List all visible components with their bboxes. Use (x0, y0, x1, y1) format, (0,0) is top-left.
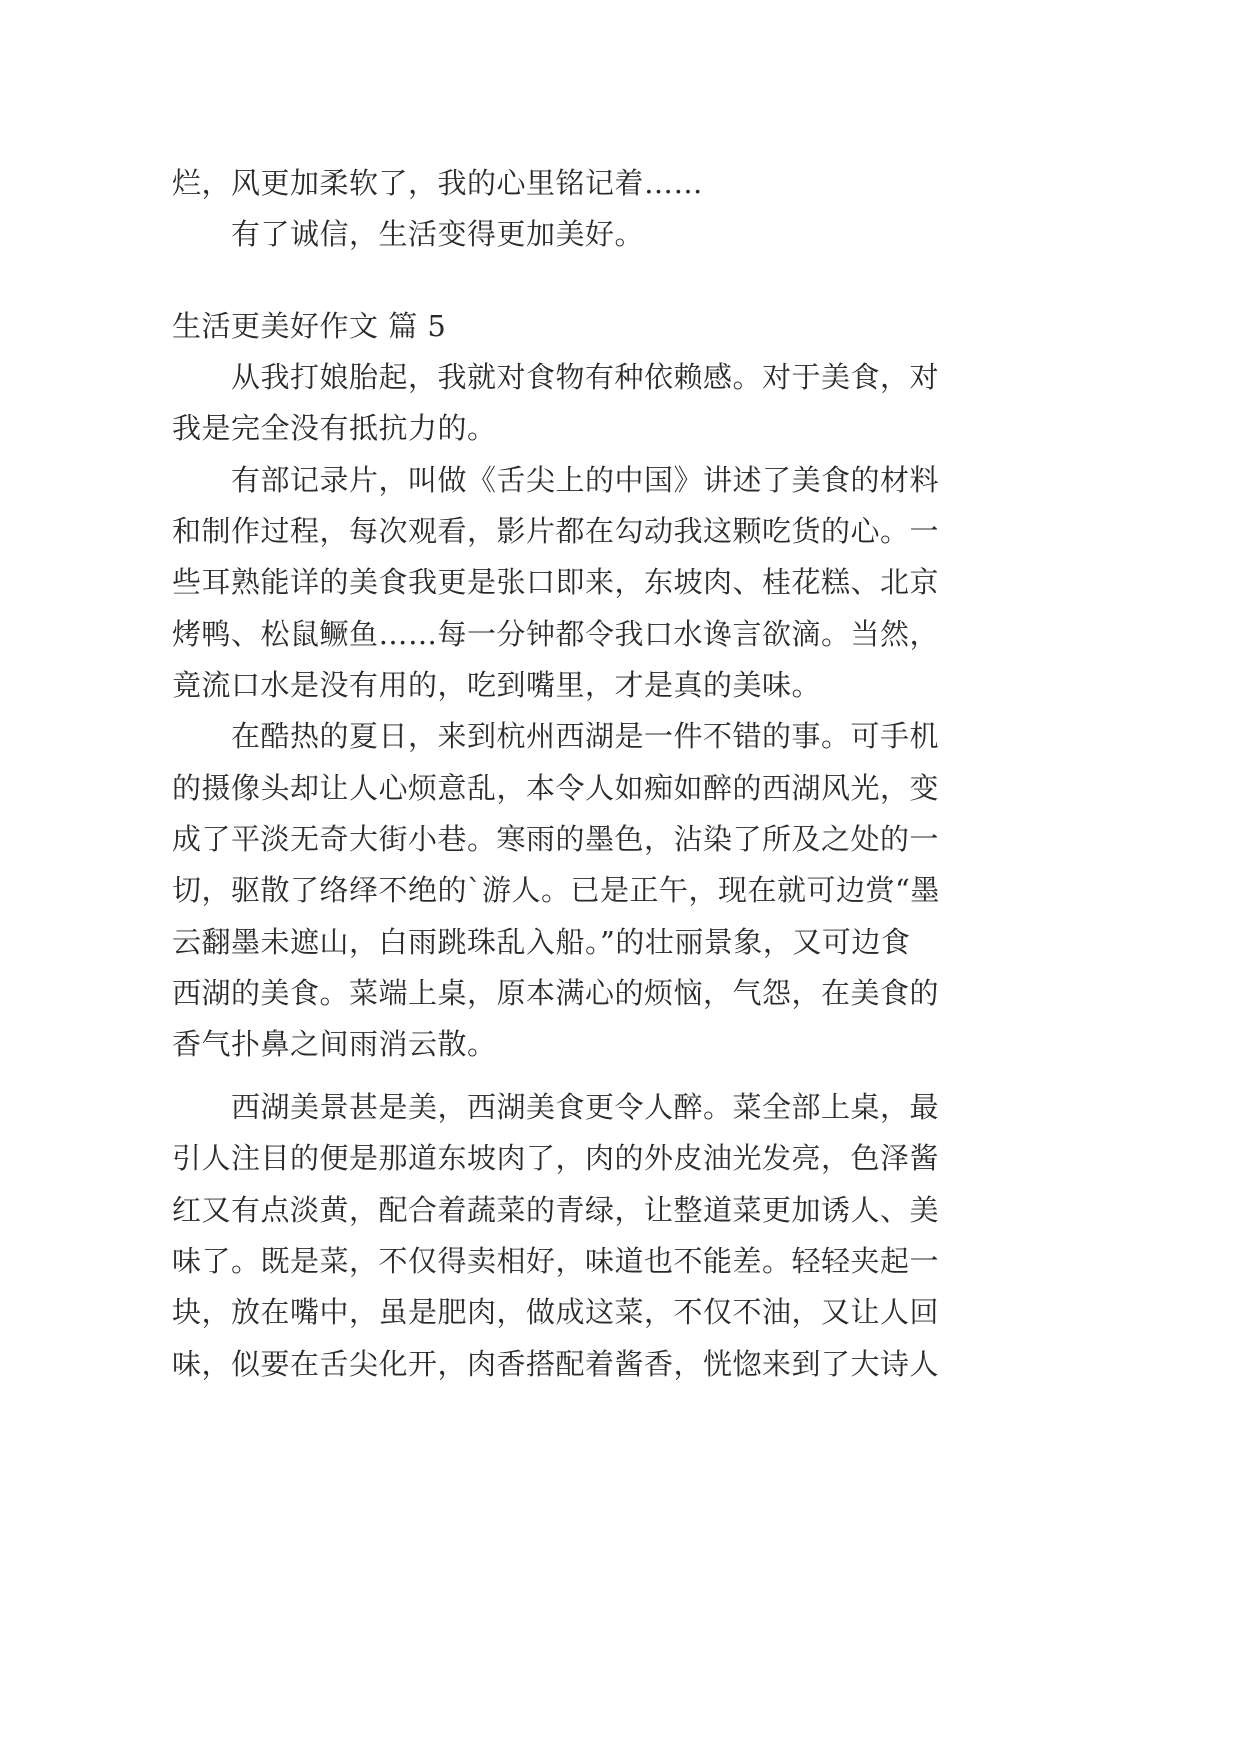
paragraph-line: 切，驱散了络绎不绝的`游人。已是正午，现在就可边赏“墨 (172, 873, 940, 907)
paragraph-line: 有部记录片，叫做《舌尖上的中国》讲述了美食的材料 (231, 463, 940, 497)
paragraph-line: 些耳熟能详的美食我更是张口即来，东坡肉、桂花糕、北京 (172, 565, 940, 599)
paragraph-line: 和制作过程，每次观看，影片都在勾动我这颗吃货的心。一 (172, 514, 940, 548)
paragraph-line: 红又有点淡黄，配合着蔬菜的青绿，让整道菜更加诱人、美 (172, 1193, 940, 1227)
paragraph-line: 烂，风更加柔软了，我的心里铭记着…… (172, 166, 704, 200)
paragraph-line: 烤鸭、松鼠鳜鱼……每一分钟都令我口水谗言欲滴。当然， (172, 617, 940, 651)
paragraph-line: 味，似要在舌尖化开，肉香搭配着酱香，恍惚来到了大诗人 (172, 1347, 940, 1381)
paragraph-line: 香气扑鼻之间雨消云散。 (172, 1027, 497, 1061)
paragraph-line: 成了平淡无奇大街小巷。寒雨的墨色，沾染了所及之处的一 (172, 822, 940, 856)
paragraph-line: 西湖美景甚是美，西湖美食更令人醉。菜全部上桌，最 (231, 1090, 940, 1124)
paragraph-line: 有了诚信，生活变得更加美好。 (231, 217, 645, 251)
paragraph-line: 从我打娘胎起，我就对食物有种依赖感。对于美食，对 (231, 360, 940, 394)
paragraph-line: 西湖的美食。菜端上桌，原本满心的烦恼，气怨，在美食的 (172, 976, 940, 1010)
paragraph-line: 在酷热的夏日，来到杭州西湖是一件不错的事。可手机 (231, 719, 940, 753)
paragraph-line: 的摄像头却让人心烦意乱，本令人如痴如醉的西湖风光，变 (172, 771, 940, 805)
paragraph-line: 味了。既是菜，不仅得卖相好，味道也不能差。轻轻夹起一 (172, 1244, 940, 1278)
paragraph-line: 云翻墨未遮山，白雨跳珠乱入船。”的壮丽景象，又可边食 (172, 925, 911, 959)
paragraph-line: 块，放在嘴中，虽是肥肉，做成这菜，不仅不油，又让人回 (172, 1295, 940, 1329)
section-heading: 生活更美好作文 篇 5 (172, 309, 447, 343)
paragraph-line: 竟流口水是没有用的，吃到嘴里，才是真的美味。 (172, 668, 822, 702)
paragraph-line: 引人注目的便是那道东坡肉了，肉的外皮油光发亮，色泽酱 (172, 1141, 940, 1175)
paragraph-line: 我是完全没有抵抗力的。 (172, 411, 497, 445)
